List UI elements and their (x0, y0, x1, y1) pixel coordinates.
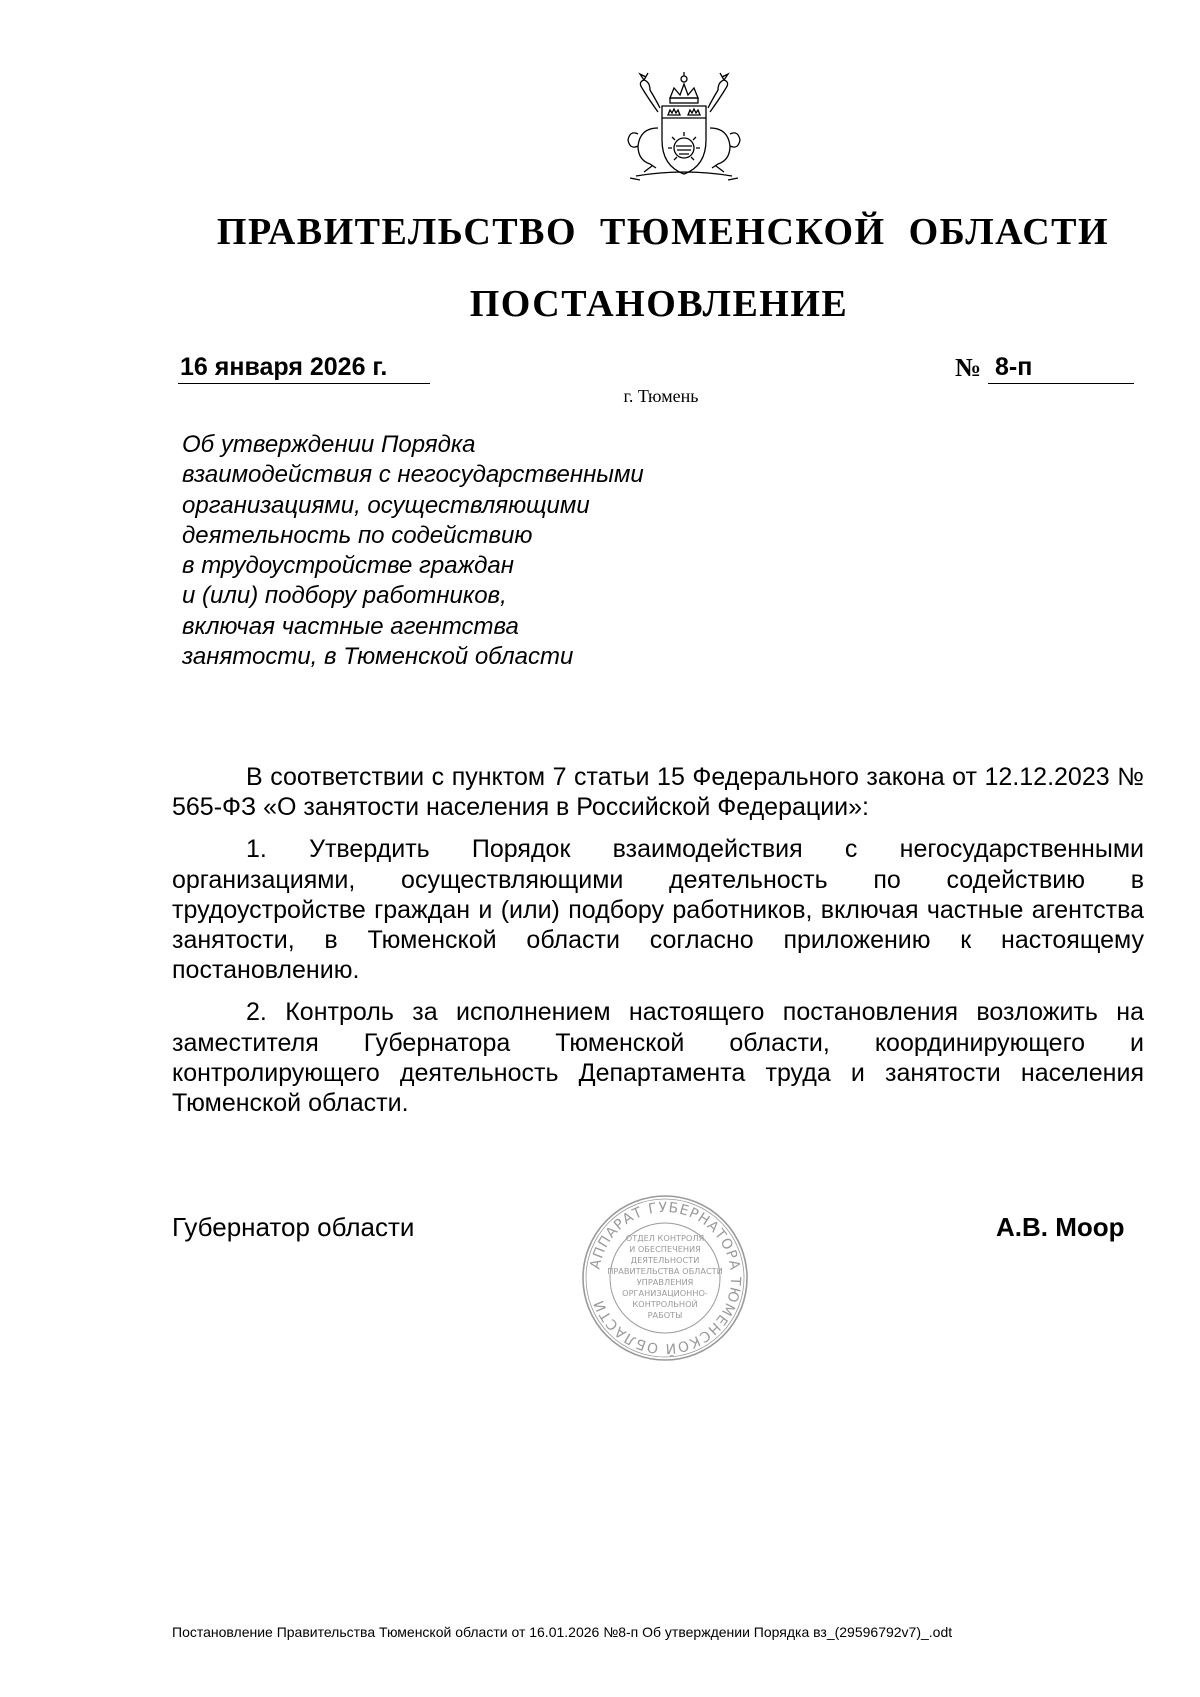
subject-line: Об утверждении Порядка (182, 431, 476, 458)
document-number: 8-п (995, 353, 1033, 381)
number-field (988, 353, 1134, 384)
preamble-paragraph: В соответствии с пунктом 7 статьи 15 Федерального закона от 12.12.2023 № 565-ФЗ «О занятости населения в Российской Федерации»: (172, 763, 1144, 822)
seal-inner-line: И ОБЕСПЕЧЕНИЯ (629, 1244, 701, 1254)
organization-title: ПРАВИТЕЛЬСТВО ТЮМЕНСКОЙ ОБЛАСТИ (216, 211, 1110, 253)
seal-inner-line: ПРАВИТЕЛЬСТВА ОБЛАСТИ (607, 1266, 723, 1276)
signer-name: А.В. Моор (996, 1212, 1125, 1242)
subject-line: взаимодействия с негосударственными (182, 461, 644, 489)
coat-of-arms-emblem (600, 68, 768, 186)
seal-ring-text: АППАРАТ ГУБЕРНАТОРА ТЮМЕНСКОЙ ОБЛАСТИ (587, 1199, 744, 1357)
subject-line: организациями, осуществляющими (182, 491, 590, 519)
document-body (172, 762, 1144, 1130)
seal-inner-line: ОРГАНИЗАЦИОННО- (622, 1288, 708, 1298)
document-type-heading: ПОСТАНОВЛЕНИЕ (469, 283, 849, 325)
item-1-paragraph: 1. Утвердить Порядок взаимодействия с негосударственными организациями, осуществляющими деятельность по содействию в трудоустройстве граждан и (или) подбору работников, включая частные агентства занятости, в Тюменской области согласно приложению к настоящему постановлению. (172, 835, 1144, 985)
subject-line: деятельность по содействию (182, 521, 533, 549)
seal-inner-line: РАБОТЫ (647, 1310, 683, 1320)
seal-inner-line: ОТДЕЛ КОНТРОЛЯ (625, 1233, 705, 1243)
seal-inner-line: КОНТРОЛЬНОЙ (632, 1299, 698, 1309)
subject-line: включая частные агентства (182, 612, 519, 640)
item-2-paragraph: 2. Контроль за исполнением настоящего постановления возложить на заместителя Губернатора Тюменской области, координирующего и контролирующего деятельность Департамента труда и занятости населения Тюменской области. (172, 998, 1144, 1118)
document-subject (182, 430, 644, 672)
seal-inner-line: УПРАВЛЕНИЯ (636, 1277, 694, 1287)
seal-inner-line: ДЕЯТЕЛЬНОСТИ (630, 1255, 700, 1265)
number-sign: № (955, 353, 982, 382)
subject-line: в трудоустройстве граждан (182, 552, 514, 580)
footer-filename: Постановление Правительства Тюменской области от 16.01.2026 №8-п Об утверждении Порядка вз_(29596792v7)_.odt (172, 1624, 953, 1640)
subject-line: и (или) подбору работников, (182, 582, 507, 610)
date-field (178, 353, 430, 384)
document-city: г. Тюмень (623, 386, 699, 406)
signer-title: Губернатор области (172, 1212, 415, 1242)
subject-line: занятости, в Тюменской области (182, 643, 574, 671)
document-date: 16 января 2026 г. (180, 353, 388, 381)
official-seal-stamp (580, 1193, 750, 1363)
